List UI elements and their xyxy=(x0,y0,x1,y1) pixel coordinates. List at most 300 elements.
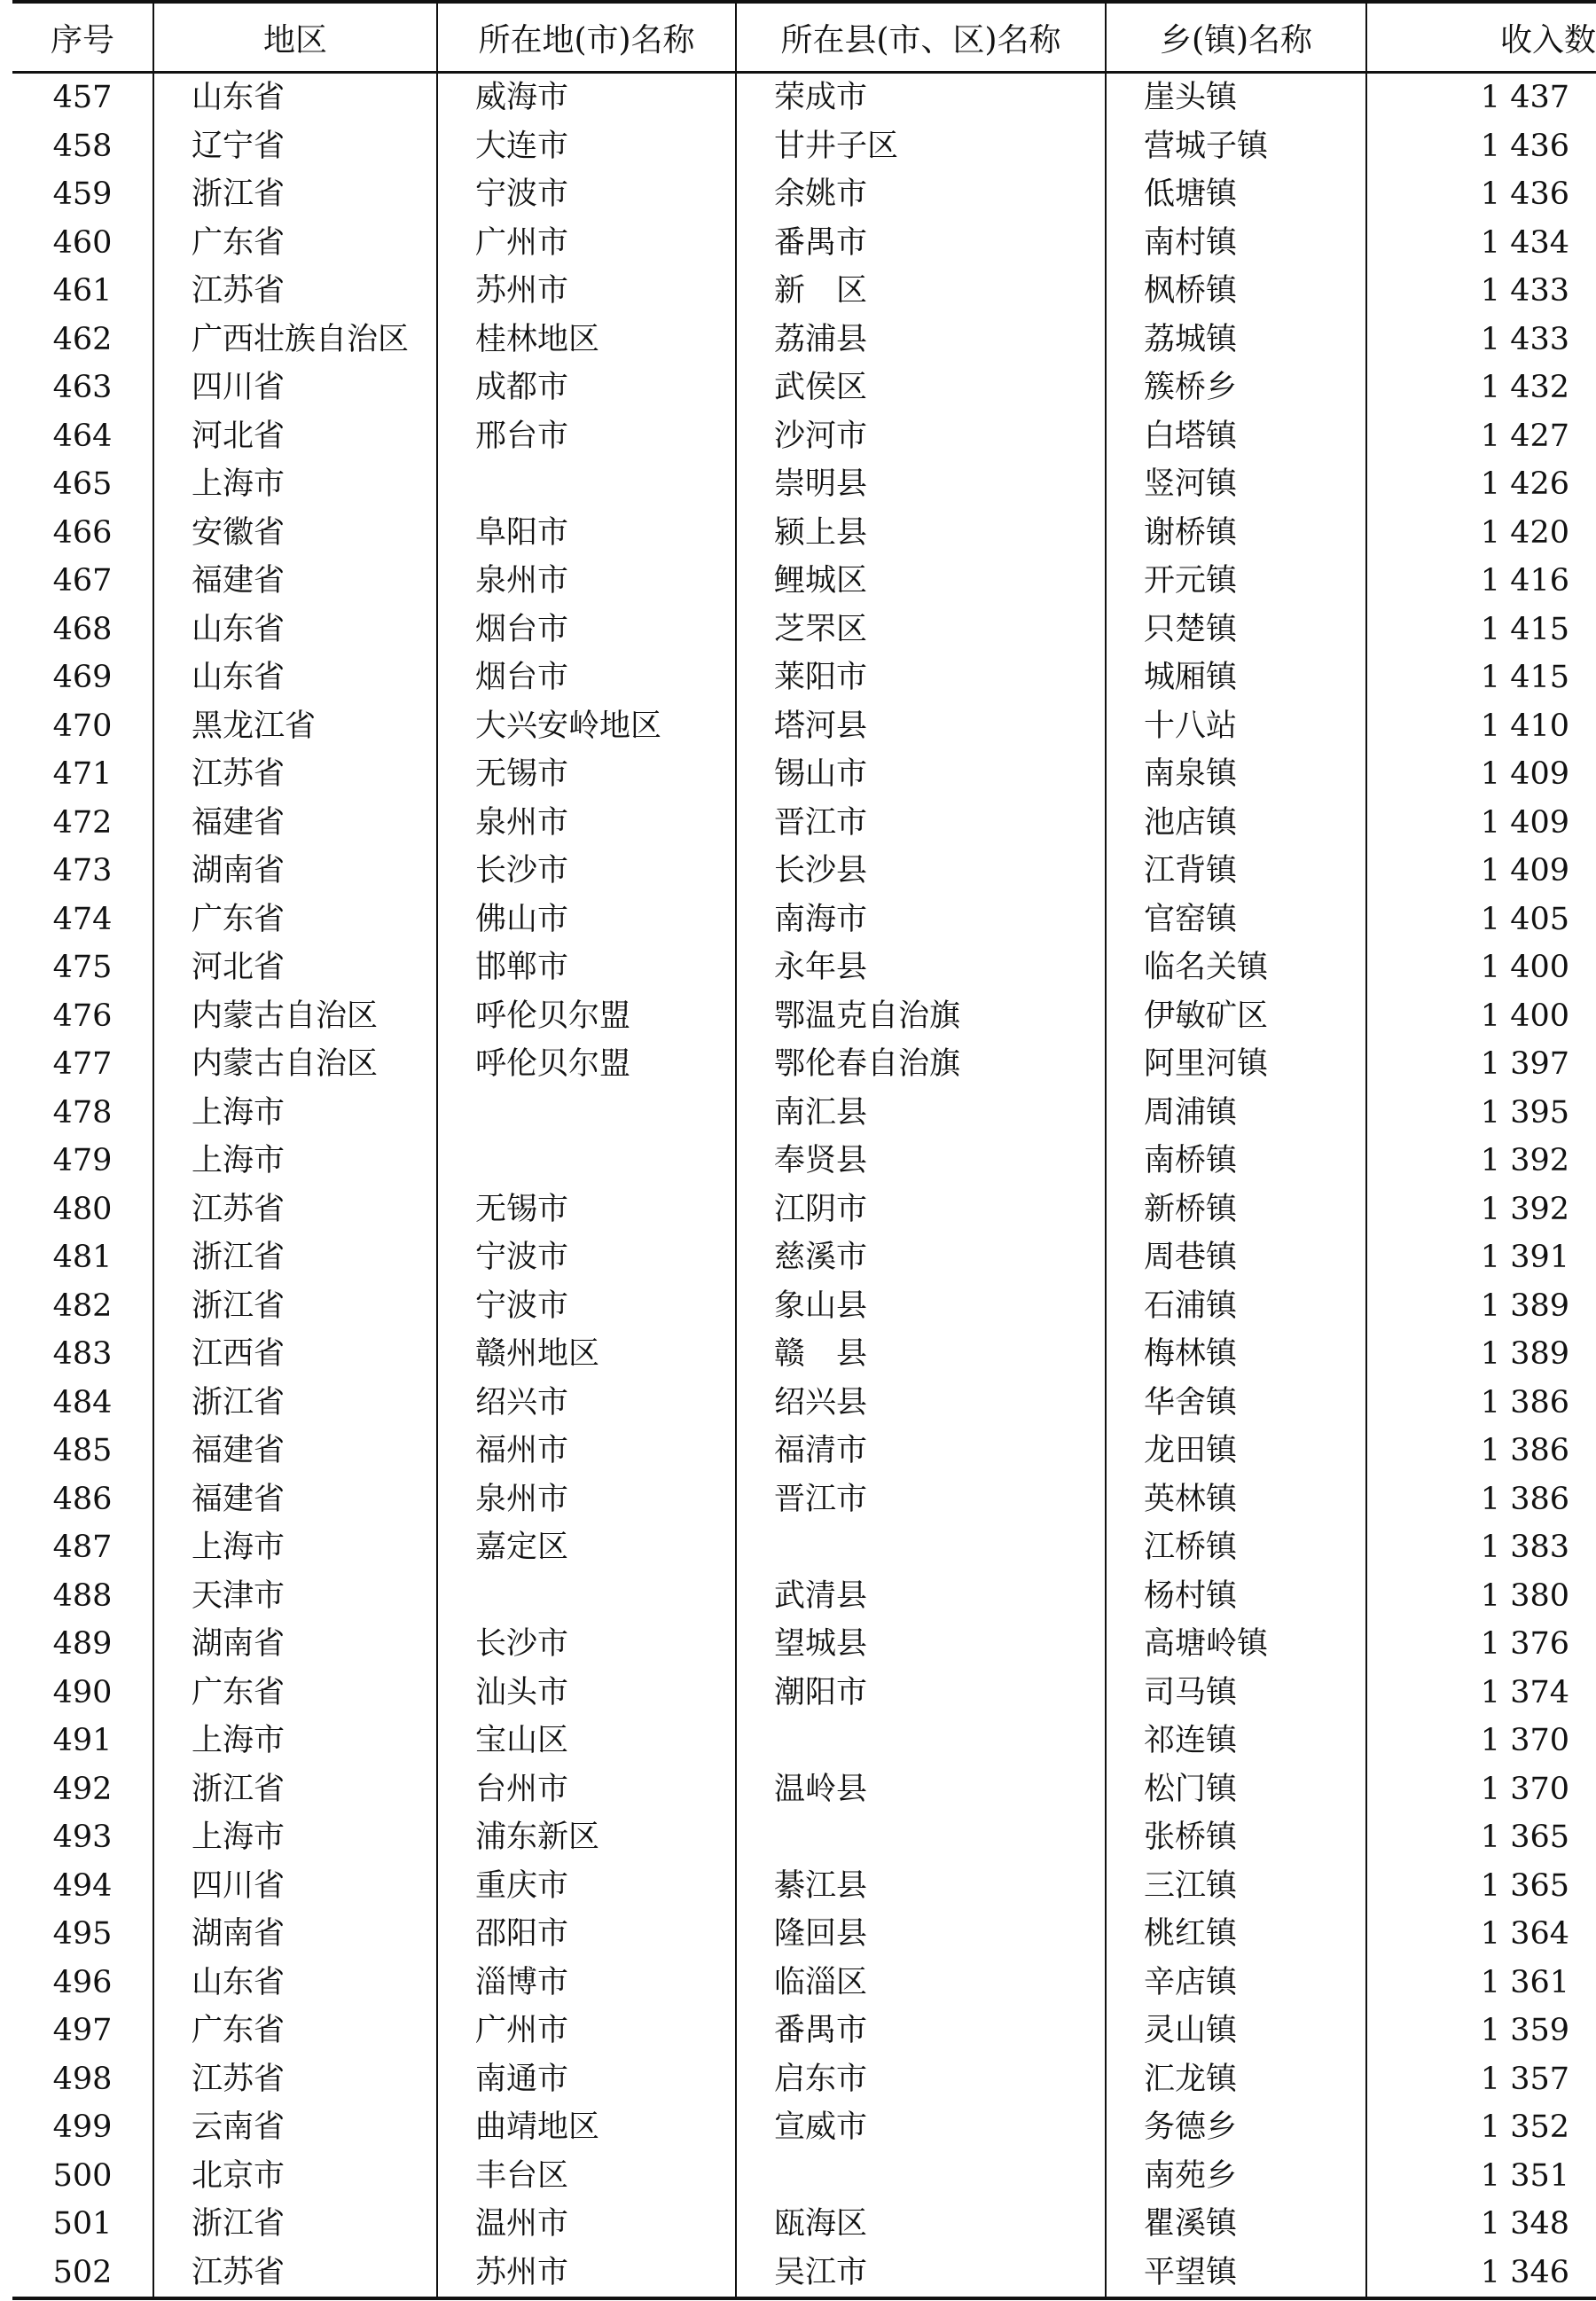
table-row xyxy=(12,1765,1596,1814)
cell-city: 大连市 xyxy=(437,122,736,171)
table-row xyxy=(12,2055,1596,2104)
cell-city: 温州市 xyxy=(437,2200,736,2249)
cell-town: 汇龙镇 xyxy=(1106,2055,1366,2104)
cell-city xyxy=(437,1137,736,1186)
header-serial-number: 序号 xyxy=(12,2,153,73)
cell-county: 福清市 xyxy=(736,1427,1106,1475)
cell-town: 张桥镇 xyxy=(1106,1813,1366,1862)
cell-town: 松门镇 xyxy=(1106,1765,1366,1814)
cell-town: 务德乡 xyxy=(1106,2103,1366,2152)
cell-region: 浙江省 xyxy=(153,1282,437,1331)
cell-town: 周巷镇 xyxy=(1106,1233,1366,1282)
cell-town: 官窑镇 xyxy=(1106,896,1366,944)
cell-serial-number: 491 xyxy=(52,1723,113,1759)
cell-serial-number: 457 xyxy=(52,80,113,116)
cell-town: 城厢镇 xyxy=(1106,654,1366,702)
cell-region: 福建省 xyxy=(153,1427,437,1475)
cell-income: 1 397 xyxy=(1366,1040,1596,1089)
cell-county: 象山县 xyxy=(736,1282,1106,1331)
cell-serial-number: 470 xyxy=(52,708,113,744)
cell-income: 1 405 xyxy=(1366,896,1596,944)
cell-region: 上海市 xyxy=(153,1089,437,1138)
cell-town: 白塔镇 xyxy=(1106,412,1366,461)
table-row xyxy=(12,2007,1596,2055)
table-row xyxy=(12,1427,1596,1475)
cell-city: 呼伦贝尔盟 xyxy=(437,992,736,1041)
cell-region: 河北省 xyxy=(153,943,437,992)
cell-town: 南泉镇 xyxy=(1106,750,1366,799)
cell-county: 南海市 xyxy=(736,896,1106,944)
cell-town: 南苑乡 xyxy=(1106,2152,1366,2201)
cell-region: 上海市 xyxy=(153,1717,437,1765)
table-row xyxy=(12,2249,1596,2299)
cell-county: 沙河市 xyxy=(736,412,1106,461)
table-row xyxy=(12,799,1596,848)
table-row xyxy=(12,557,1596,606)
cell-county: 鄂伦春自治旗 xyxy=(736,1040,1106,1089)
cell-serial-number: 461 xyxy=(52,273,113,309)
table-row xyxy=(12,654,1596,702)
cell-county: 启东市 xyxy=(736,2055,1106,2104)
cell-serial-number: 466 xyxy=(52,514,113,551)
cell-region: 江苏省 xyxy=(153,2249,437,2299)
header-income: 收入数 xyxy=(1366,2,1596,73)
cell-town: 枫桥镇 xyxy=(1106,267,1366,316)
cell-serial-number: 473 xyxy=(52,853,113,889)
cell-city: 邢台市 xyxy=(437,412,736,461)
cell-region: 四川省 xyxy=(153,364,437,412)
cell-income: 1 433 xyxy=(1366,316,1596,364)
cell-serial-number: 468 xyxy=(52,611,113,647)
cell-region: 广西壮族自治区 xyxy=(153,316,437,364)
cell-county: 潮阳市 xyxy=(736,1669,1106,1718)
cell-income: 1 351 xyxy=(1366,2152,1596,2201)
cell-income: 1 392 xyxy=(1366,1186,1596,1234)
cell-county: 赣 县 xyxy=(736,1330,1106,1379)
cell-town: 司马镇 xyxy=(1106,1669,1366,1718)
cell-income: 1 395 xyxy=(1366,1089,1596,1138)
document-page xyxy=(12,0,1596,2300)
cell-city: 重庆市 xyxy=(437,1862,736,1911)
cell-county: 武侯区 xyxy=(736,364,1106,412)
table-row xyxy=(12,1862,1596,1911)
cell-town: 池店镇 xyxy=(1106,799,1366,848)
table-row xyxy=(12,1669,1596,1718)
cell-city xyxy=(437,1089,736,1138)
table-row xyxy=(12,267,1596,316)
cell-county: 鲤城区 xyxy=(736,557,1106,606)
cell-serial-number: 494 xyxy=(52,1867,113,1904)
cell-town: 龙田镇 xyxy=(1106,1427,1366,1475)
cell-region: 福建省 xyxy=(153,1475,437,1524)
cell-city: 泉州市 xyxy=(437,557,736,606)
cell-town: 南村镇 xyxy=(1106,219,1366,268)
cell-city: 宝山区 xyxy=(437,1717,736,1765)
cell-region: 广东省 xyxy=(153,1669,437,1718)
cell-serial-number: 474 xyxy=(52,901,113,937)
cell-serial-number: 499 xyxy=(52,2109,113,2146)
table-row xyxy=(12,364,1596,412)
cell-city: 大兴安岭地区 xyxy=(437,702,736,751)
cell-serial-number: 481 xyxy=(52,1240,113,1276)
cell-city: 苏州市 xyxy=(437,267,736,316)
cell-county: 隆回县 xyxy=(736,1910,1106,1959)
cell-income: 1 433 xyxy=(1366,267,1596,316)
cell-county: 塔河县 xyxy=(736,702,1106,751)
table-row xyxy=(12,1379,1596,1428)
cell-region: 安徽省 xyxy=(153,509,437,558)
cell-city: 威海市 xyxy=(437,73,736,122)
cell-city: 宁波市 xyxy=(437,1282,736,1331)
cell-town: 崖头镇 xyxy=(1106,73,1366,122)
cell-serial-number: 502 xyxy=(12,2249,153,2299)
cell-city: 阜阳市 xyxy=(437,509,736,558)
table-row xyxy=(12,1572,1596,1621)
cell-serial-number: 492 xyxy=(52,1771,113,1807)
cell-county: 锡山市 xyxy=(736,750,1106,799)
cell-serial-number: 464 xyxy=(52,418,113,454)
table-header xyxy=(12,2,1596,73)
cell-town: 英林镇 xyxy=(1106,1475,1366,1524)
cell-income: 1 370 xyxy=(1366,1717,1596,1765)
cell-income: 1 364 xyxy=(1366,1910,1596,1959)
table-row xyxy=(12,847,1596,896)
cell-income: 1 389 xyxy=(1366,1282,1596,1331)
cell-county: 綦江县 xyxy=(736,1862,1106,1911)
cell-region: 四川省 xyxy=(153,1862,437,1911)
cell-income: 1 410 xyxy=(1366,702,1596,751)
cell-town: 石浦镇 xyxy=(1106,1282,1366,1331)
cell-region: 上海市 xyxy=(153,1523,437,1572)
cell-county: 余姚市 xyxy=(736,170,1106,219)
cell-serial-number: 498 xyxy=(52,2061,113,2097)
cell-region: 浙江省 xyxy=(153,1233,437,1282)
cell-serial-number: 472 xyxy=(52,804,113,841)
cell-serial-number: 496 xyxy=(52,1964,113,2000)
cell-region: 上海市 xyxy=(153,1813,437,1862)
cell-city: 佛山市 xyxy=(437,896,736,944)
cell-income: 1 392 xyxy=(1366,1137,1596,1186)
cell-income: 1 357 xyxy=(1366,2055,1596,2104)
cell-town: 谢桥镇 xyxy=(1106,509,1366,558)
cell-income: 1 348 xyxy=(1366,2200,1596,2249)
table-row xyxy=(12,122,1596,171)
cell-town: 杨村镇 xyxy=(1106,1572,1366,1621)
cell-income: 1 400 xyxy=(1366,992,1596,1041)
cell-serial-number: 465 xyxy=(52,466,113,503)
table-row xyxy=(12,1330,1596,1379)
cell-city xyxy=(437,1572,736,1621)
cell-city: 广州市 xyxy=(437,219,736,268)
cell-town: 竖河镇 xyxy=(1106,460,1366,509)
table-row xyxy=(12,992,1596,1041)
cell-county: 崇明县 xyxy=(736,460,1106,509)
cell-city: 苏州市 xyxy=(437,2249,736,2299)
cell-serial-number: 480 xyxy=(52,1191,113,1227)
cell-city: 汕头市 xyxy=(437,1669,736,1718)
cell-county: 晋江市 xyxy=(736,1475,1106,1524)
cell-county: 荣成市 xyxy=(736,73,1106,122)
cell-income: 1 370 xyxy=(1366,1765,1596,1814)
cell-region: 山东省 xyxy=(153,654,437,702)
cell-region: 湖南省 xyxy=(153,1910,437,1959)
cell-region: 天津市 xyxy=(153,1572,437,1621)
cell-town: 梅林镇 xyxy=(1106,1330,1366,1379)
cell-city: 嘉定区 xyxy=(437,1523,736,1572)
cell-income: 1 436 xyxy=(1366,122,1596,171)
cell-city: 邵阳市 xyxy=(437,1910,736,1959)
table-row xyxy=(12,1233,1596,1282)
cell-income: 1 386 xyxy=(1366,1427,1596,1475)
cell-city xyxy=(437,460,736,509)
cell-town: 华舍镇 xyxy=(1106,1379,1366,1428)
cell-county: 宣威市 xyxy=(736,2103,1106,2152)
cell-city: 呼伦贝尔盟 xyxy=(437,1040,736,1089)
cell-city: 广州市 xyxy=(437,2007,736,2055)
table-row xyxy=(12,2200,1596,2249)
cell-town: 簇桥乡 xyxy=(1106,364,1366,412)
cell-town: 平望镇 xyxy=(1106,2249,1366,2299)
cell-city: 曲靖地区 xyxy=(437,2103,736,2152)
cell-county xyxy=(736,1523,1106,1572)
table-row xyxy=(12,1717,1596,1765)
table-row xyxy=(12,412,1596,461)
cell-city: 宁波市 xyxy=(437,170,736,219)
cell-serial-number: 488 xyxy=(52,1577,113,1614)
cell-income: 1 400 xyxy=(1366,943,1596,992)
cell-city: 绍兴市 xyxy=(437,1379,736,1428)
cell-county: 望城县 xyxy=(736,1620,1106,1669)
cell-serial-number: 462 xyxy=(52,321,113,357)
table-row xyxy=(12,460,1596,509)
cell-county: 临淄区 xyxy=(736,1959,1106,2008)
table-row xyxy=(12,1959,1596,2008)
cell-city: 赣州地区 xyxy=(437,1330,736,1379)
cell-income: 1 365 xyxy=(1366,1813,1596,1862)
cell-region: 河北省 xyxy=(153,412,437,461)
table-row xyxy=(12,1475,1596,1524)
cell-income: 1 426 xyxy=(1366,460,1596,509)
cell-serial-number: 479 xyxy=(52,1143,113,1179)
header-county-name: 所在县(市、区)名称 xyxy=(736,2,1106,73)
cell-region: 山东省 xyxy=(153,73,437,122)
table-row xyxy=(12,606,1596,654)
cell-county: 长沙县 xyxy=(736,847,1106,896)
cell-income: 1 361 xyxy=(1366,1959,1596,2008)
cell-city: 烟台市 xyxy=(437,606,736,654)
table-row xyxy=(12,170,1596,219)
table-row xyxy=(12,509,1596,558)
table-row xyxy=(12,316,1596,364)
cell-city: 南通市 xyxy=(437,2055,736,2104)
cell-income: 1 427 xyxy=(1366,412,1596,461)
table-row xyxy=(12,702,1596,751)
cell-income: 1 409 xyxy=(1366,750,1596,799)
cell-serial-number: 476 xyxy=(52,998,113,1034)
cell-serial-number: 469 xyxy=(52,660,113,696)
table-row xyxy=(12,1282,1596,1331)
cell-region: 山东省 xyxy=(153,1959,437,2008)
cell-town: 十八站 xyxy=(1106,702,1366,751)
cell-town: 祁连镇 xyxy=(1106,1717,1366,1765)
cell-serial-number: 463 xyxy=(52,370,113,406)
table-row xyxy=(12,1089,1596,1138)
cell-income: 1 391 xyxy=(1366,1233,1596,1282)
header-row xyxy=(12,2,1596,73)
cell-region: 辽宁省 xyxy=(153,122,437,171)
cell-income: 1 365 xyxy=(1366,1862,1596,1911)
cell-serial-number: 459 xyxy=(52,176,113,213)
cell-town: 灵山镇 xyxy=(1106,2007,1366,2055)
cell-city: 宁波市 xyxy=(437,1233,736,1282)
cell-region: 山东省 xyxy=(153,606,437,654)
cell-county: 荔浦县 xyxy=(736,316,1106,364)
table-row xyxy=(12,1186,1596,1234)
table-row xyxy=(12,2152,1596,2201)
cell-serial-number: 490 xyxy=(52,1674,113,1710)
cell-county: 莱阳市 xyxy=(736,654,1106,702)
cell-region: 黑龙江省 xyxy=(153,702,437,751)
cell-county xyxy=(736,1717,1106,1765)
cell-county: 芝罘区 xyxy=(736,606,1106,654)
cell-income: 1 380 xyxy=(1366,1572,1596,1621)
cell-region: 浙江省 xyxy=(153,1765,437,1814)
cell-income: 1 346 xyxy=(1366,2249,1596,2299)
cell-income: 1 386 xyxy=(1366,1475,1596,1524)
cell-town: 低塘镇 xyxy=(1106,170,1366,219)
cell-town: 桃红镇 xyxy=(1106,1910,1366,1959)
cell-region: 浙江省 xyxy=(153,170,437,219)
cell-income: 1 415 xyxy=(1366,606,1596,654)
cell-region: 广东省 xyxy=(153,219,437,268)
cell-serial-number: 484 xyxy=(52,1384,113,1421)
cell-town: 辛店镇 xyxy=(1106,1959,1366,2008)
header-region: 地区 xyxy=(153,2,437,73)
income-table xyxy=(12,0,1596,2300)
cell-income: 1 386 xyxy=(1366,1379,1596,1428)
cell-region: 内蒙古自治区 xyxy=(153,992,437,1041)
cell-town: 周浦镇 xyxy=(1106,1089,1366,1138)
cell-income: 1 434 xyxy=(1366,219,1596,268)
cell-serial-number: 471 xyxy=(52,756,113,793)
cell-county xyxy=(736,1813,1106,1862)
table-row xyxy=(12,896,1596,944)
cell-region: 广东省 xyxy=(153,896,437,944)
cell-county: 番禺市 xyxy=(736,219,1106,268)
table-row xyxy=(12,750,1596,799)
cell-income: 1 409 xyxy=(1366,799,1596,848)
cell-town: 南桥镇 xyxy=(1106,1137,1366,1186)
cell-city: 台州市 xyxy=(437,1765,736,1814)
cell-income: 1 432 xyxy=(1366,364,1596,412)
cell-income: 1 374 xyxy=(1366,1669,1596,1718)
table-row xyxy=(12,1040,1596,1089)
cell-region: 浙江省 xyxy=(153,1379,437,1428)
cell-serial-number: 482 xyxy=(52,1287,113,1324)
cell-serial-number: 489 xyxy=(52,1626,113,1663)
cell-region: 福建省 xyxy=(153,799,437,848)
cell-income: 1 437 xyxy=(1366,73,1596,122)
cell-region: 湖南省 xyxy=(153,847,437,896)
cell-region: 上海市 xyxy=(153,1137,437,1186)
cell-region: 上海市 xyxy=(153,460,437,509)
cell-county: 温岭县 xyxy=(736,1765,1106,1814)
cell-region: 湖南省 xyxy=(153,1620,437,1669)
cell-county: 南汇县 xyxy=(736,1089,1106,1138)
cell-region: 江苏省 xyxy=(153,750,437,799)
cell-city: 成都市 xyxy=(437,364,736,412)
cell-town: 阿里河镇 xyxy=(1106,1040,1366,1089)
cell-income: 1 415 xyxy=(1366,654,1596,702)
cell-income: 1 409 xyxy=(1366,847,1596,896)
header-town-name: 乡(镇)名称 xyxy=(1106,2,1366,73)
cell-city: 长沙市 xyxy=(437,847,736,896)
cell-county: 武清县 xyxy=(736,1572,1106,1621)
table-body xyxy=(12,73,1596,2299)
cell-town: 新桥镇 xyxy=(1106,1186,1366,1234)
cell-county: 鄂温克自治旗 xyxy=(736,992,1106,1041)
cell-county: 新 区 xyxy=(736,267,1106,316)
cell-county: 番禺市 xyxy=(736,2007,1106,2055)
table-row xyxy=(12,943,1596,992)
cell-county: 奉贤县 xyxy=(736,1137,1106,1186)
cell-city: 泉州市 xyxy=(437,1475,736,1524)
cell-serial-number: 477 xyxy=(52,1046,113,1083)
cell-income: 1 376 xyxy=(1366,1620,1596,1669)
cell-county: 慈溪市 xyxy=(736,1233,1106,1282)
cell-town: 营城子镇 xyxy=(1106,122,1366,171)
table-row xyxy=(12,2103,1596,2152)
cell-serial-number: 487 xyxy=(52,1530,113,1566)
cell-town: 荔城镇 xyxy=(1106,316,1366,364)
cell-serial-number: 467 xyxy=(52,563,113,599)
cell-county: 吴江市 xyxy=(736,2249,1106,2299)
table-row xyxy=(12,1137,1596,1186)
cell-city: 浦东新区 xyxy=(437,1813,736,1862)
header-city-name: 所在地(市)名称 xyxy=(437,2,736,73)
cell-town: 只楚镇 xyxy=(1106,606,1366,654)
cell-serial-number: 497 xyxy=(52,2013,113,2049)
cell-county: 绍兴县 xyxy=(736,1379,1106,1428)
cell-county: 晋江市 xyxy=(736,799,1106,848)
cell-town: 高塘岭镇 xyxy=(1106,1620,1366,1669)
cell-city: 淄博市 xyxy=(437,1959,736,2008)
table-row xyxy=(12,219,1596,268)
table-row xyxy=(12,73,1596,122)
cell-serial-number: 500 xyxy=(52,2157,113,2194)
cell-region: 广东省 xyxy=(153,2007,437,2055)
cell-county: 瓯海区 xyxy=(736,2200,1106,2249)
cell-city: 无锡市 xyxy=(437,750,736,799)
cell-income: 1 383 xyxy=(1366,1523,1596,1572)
cell-region: 云南省 xyxy=(153,2103,437,2152)
cell-town: 江桥镇 xyxy=(1106,1523,1366,1572)
cell-county: 永年县 xyxy=(736,943,1106,992)
cell-income: 1 420 xyxy=(1366,509,1596,558)
cell-town: 临名关镇 xyxy=(1106,943,1366,992)
cell-serial-number: 478 xyxy=(52,1094,113,1131)
cell-serial-number: 485 xyxy=(52,1433,113,1469)
cell-city: 福州市 xyxy=(437,1427,736,1475)
table-row xyxy=(12,1910,1596,1959)
cell-region: 江苏省 xyxy=(153,2055,437,2104)
cell-region: 北京市 xyxy=(153,2152,437,2201)
cell-serial-number: 458 xyxy=(52,128,113,164)
cell-region: 江苏省 xyxy=(153,1186,437,1234)
cell-income: 1 359 xyxy=(1366,2007,1596,2055)
cell-income: 1 436 xyxy=(1366,170,1596,219)
table-row xyxy=(12,1813,1596,1862)
